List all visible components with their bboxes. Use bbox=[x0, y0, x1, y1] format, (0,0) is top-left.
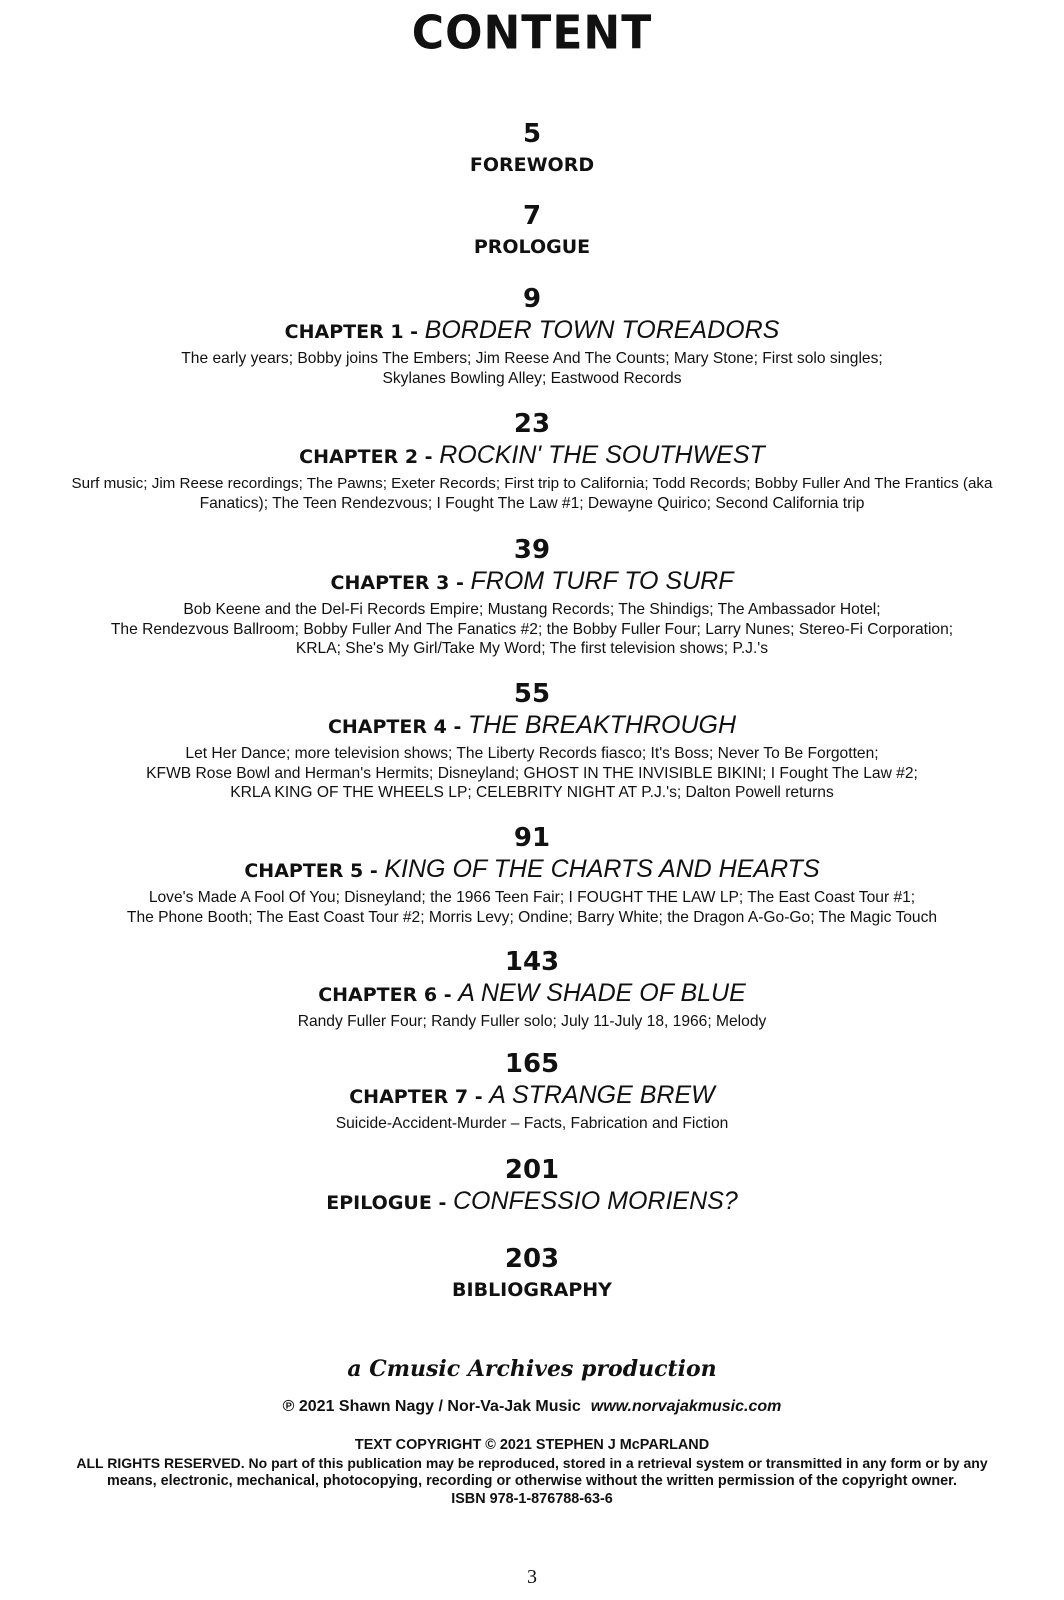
entry-separator: - bbox=[418, 446, 440, 468]
chapter-description-line: Bob Keene and the Del-Fi Records Empire; Mustang Records; The Shindigs; The Ambassador Hotel; bbox=[183, 601, 881, 618]
entry-label: CHAPTER 3 bbox=[330, 572, 450, 594]
page-number: 39 bbox=[513, 535, 551, 565]
entry-label: FOREWORD bbox=[469, 154, 595, 176]
toc-entry-chapter-6 bbox=[0, 946, 1064, 1032]
copyright-text: ℗ 2021 Shawn Nagy / Nor-Va-Jak Music bbox=[282, 1398, 581, 1415]
chapter-name: A NEW SHADE OF BLUE bbox=[458, 979, 746, 1007]
entry-label: CHAPTER 1 bbox=[284, 321, 404, 343]
copyright-line bbox=[0, 1398, 1064, 1416]
legal-line: ALL RIGHTS RESERVED. No part of this publication may be reproduced, stored in a retrieval system or transmitted in any form or by any bbox=[76, 1455, 988, 1471]
chapter-description-line: KRLA; She's My Girl/Take My Word; The first television shows; P.J.'s bbox=[295, 640, 769, 657]
production-credit: a Cmusic Archives production bbox=[347, 1356, 717, 1382]
toc-entry-bibliography bbox=[0, 1243, 1064, 1307]
chapter-name: CONFESSIO MORIENS? bbox=[452, 1187, 738, 1215]
chapter-description-line: KRLA KING OF THE WHEELS LP; CELEBRITY NIGHT AT P.J.'s; Dalton Powell returns bbox=[230, 784, 834, 801]
toc-entry-chapter-3 bbox=[0, 534, 1064, 659]
legal-line: TEXT COPYRIGHT © 2021 STEPHEN J McPARLAND bbox=[354, 1437, 710, 1453]
entry-label: CHAPTER 6 bbox=[318, 984, 438, 1006]
chapter-description-line: KFWB Rose Bowl and Herman's Hermits; Disneyland; GHOST IN THE INVISIBLE BIKINI; I Fought The Law #2; bbox=[146, 764, 918, 782]
toc-entry-foreword bbox=[0, 118, 1064, 182]
chapter-name: ROCKIN' THE SOUTHWEST bbox=[439, 441, 765, 469]
legal-notice bbox=[0, 1436, 1064, 1508]
entry-separator: - bbox=[431, 1192, 453, 1214]
toc-entry-prologue bbox=[0, 200, 1064, 264]
entry-label: CHAPTER 2 bbox=[299, 446, 419, 468]
page-title: CONTENT bbox=[411, 6, 653, 61]
page-number: 23 bbox=[513, 409, 551, 439]
entry-separator: - bbox=[363, 860, 385, 882]
chapter-description-line: Let Her Dance; more television shows; The Liberty Records fiasco; It's Boss; Never To Be Forgotten; bbox=[185, 745, 879, 762]
page-number: 55 bbox=[513, 679, 551, 709]
page-number: 5 bbox=[522, 119, 542, 149]
toc-entry-chapter-5 bbox=[0, 822, 1064, 927]
toc-entry-chapter-2 bbox=[0, 408, 1064, 513]
chapter-name: BORDER TOWN TOREADORS bbox=[424, 316, 780, 344]
chapter-description-line: The Rendezvous Ballroom; Bobby Fuller And The Fanatics #2; the Bobby Fuller Four; Larry Nunes; Stereo-Fi Corporation; bbox=[110, 620, 954, 638]
page-number: 143 bbox=[504, 947, 560, 977]
toc-entry-chapter-7 bbox=[0, 1048, 1064, 1134]
page-number: 9 bbox=[522, 284, 542, 314]
entry-label: EPILOGUE bbox=[326, 1192, 432, 1214]
chapter-name: FROM TURF TO SURF bbox=[470, 567, 734, 595]
entry-label: BIBLIOGRAPHY bbox=[452, 1279, 612, 1301]
entry-label: PROLOGUE bbox=[473, 236, 591, 258]
entry-separator: - bbox=[437, 984, 459, 1006]
chapter-description-line: Surf music; Jim Reese recordings; The Pawns; Exeter Records; First trip to California; Todd Records; Bobby Fuller And The Frantics (aka bbox=[71, 475, 993, 492]
chapter-description-line: Skylanes Bowling Alley; Eastwood Records bbox=[382, 369, 682, 387]
chapter-name: A STRANGE BREW bbox=[489, 1081, 715, 1109]
chapter-description-line: The Phone Booth; The East Coast Tour #2; Morris Levy; Ondine; Barry White; the Dragon A-Go-Go; The Magic Touch bbox=[126, 908, 938, 926]
entry-separator: - bbox=[446, 716, 468, 738]
page-number: 203 bbox=[504, 1244, 560, 1274]
chapter-description-line: The early years; Bobby joins The Embers; Jim Reese And The Counts; Mary Stone; First solo singles; bbox=[181, 350, 883, 367]
entry-separator: - bbox=[449, 572, 471, 594]
page-number: 7 bbox=[522, 201, 542, 231]
page-number: 201 bbox=[504, 1155, 560, 1185]
toc-entry-chapter-4 bbox=[0, 678, 1064, 803]
chapter-name: KING OF THE CHARTS AND HEARTS bbox=[384, 855, 820, 883]
toc-entry-epilogue bbox=[0, 1154, 1064, 1220]
chapter-description-line: Fanatics); The Teen Rendezvous; I Fought The Law #1; Dewayne Quirico; Second California trip bbox=[199, 494, 865, 512]
legal-line: means, electronic, mechanical, photocopying, recording or otherwise without the written permission of the copyright owner. bbox=[107, 1473, 957, 1489]
chapter-description-line: Randy Fuller Four; Randy Fuller solo; July 11-July 18, 1966; Melody bbox=[297, 1013, 767, 1030]
chapter-name: THE BREAKTHROUGH bbox=[467, 711, 737, 739]
entry-label: CHAPTER 4 bbox=[327, 716, 447, 738]
folio-page-number: 3 bbox=[527, 1566, 537, 1588]
entry-label: CHAPTER 7 bbox=[349, 1086, 469, 1108]
page-number: 91 bbox=[513, 823, 551, 853]
entry-separator: - bbox=[403, 321, 425, 343]
entry-separator: - bbox=[468, 1086, 490, 1108]
entry-label: CHAPTER 5 bbox=[244, 860, 364, 882]
legal-line: ISBN 978-1-876788-63-6 bbox=[451, 1491, 613, 1507]
website-link[interactable]: www.norvajakmusic.com bbox=[590, 1398, 782, 1415]
page-number: 165 bbox=[504, 1049, 560, 1079]
toc-entry-chapter-1 bbox=[0, 283, 1064, 388]
chapter-description-line: Suicide-Accident-Murder – Facts, Fabrication and Fiction bbox=[335, 1115, 729, 1132]
chapter-description-line: Love's Made A Fool Of You; Disneyland; the 1966 Teen Fair; I FOUGHT THE LAW LP; The East Coast Tour #1; bbox=[148, 889, 916, 906]
